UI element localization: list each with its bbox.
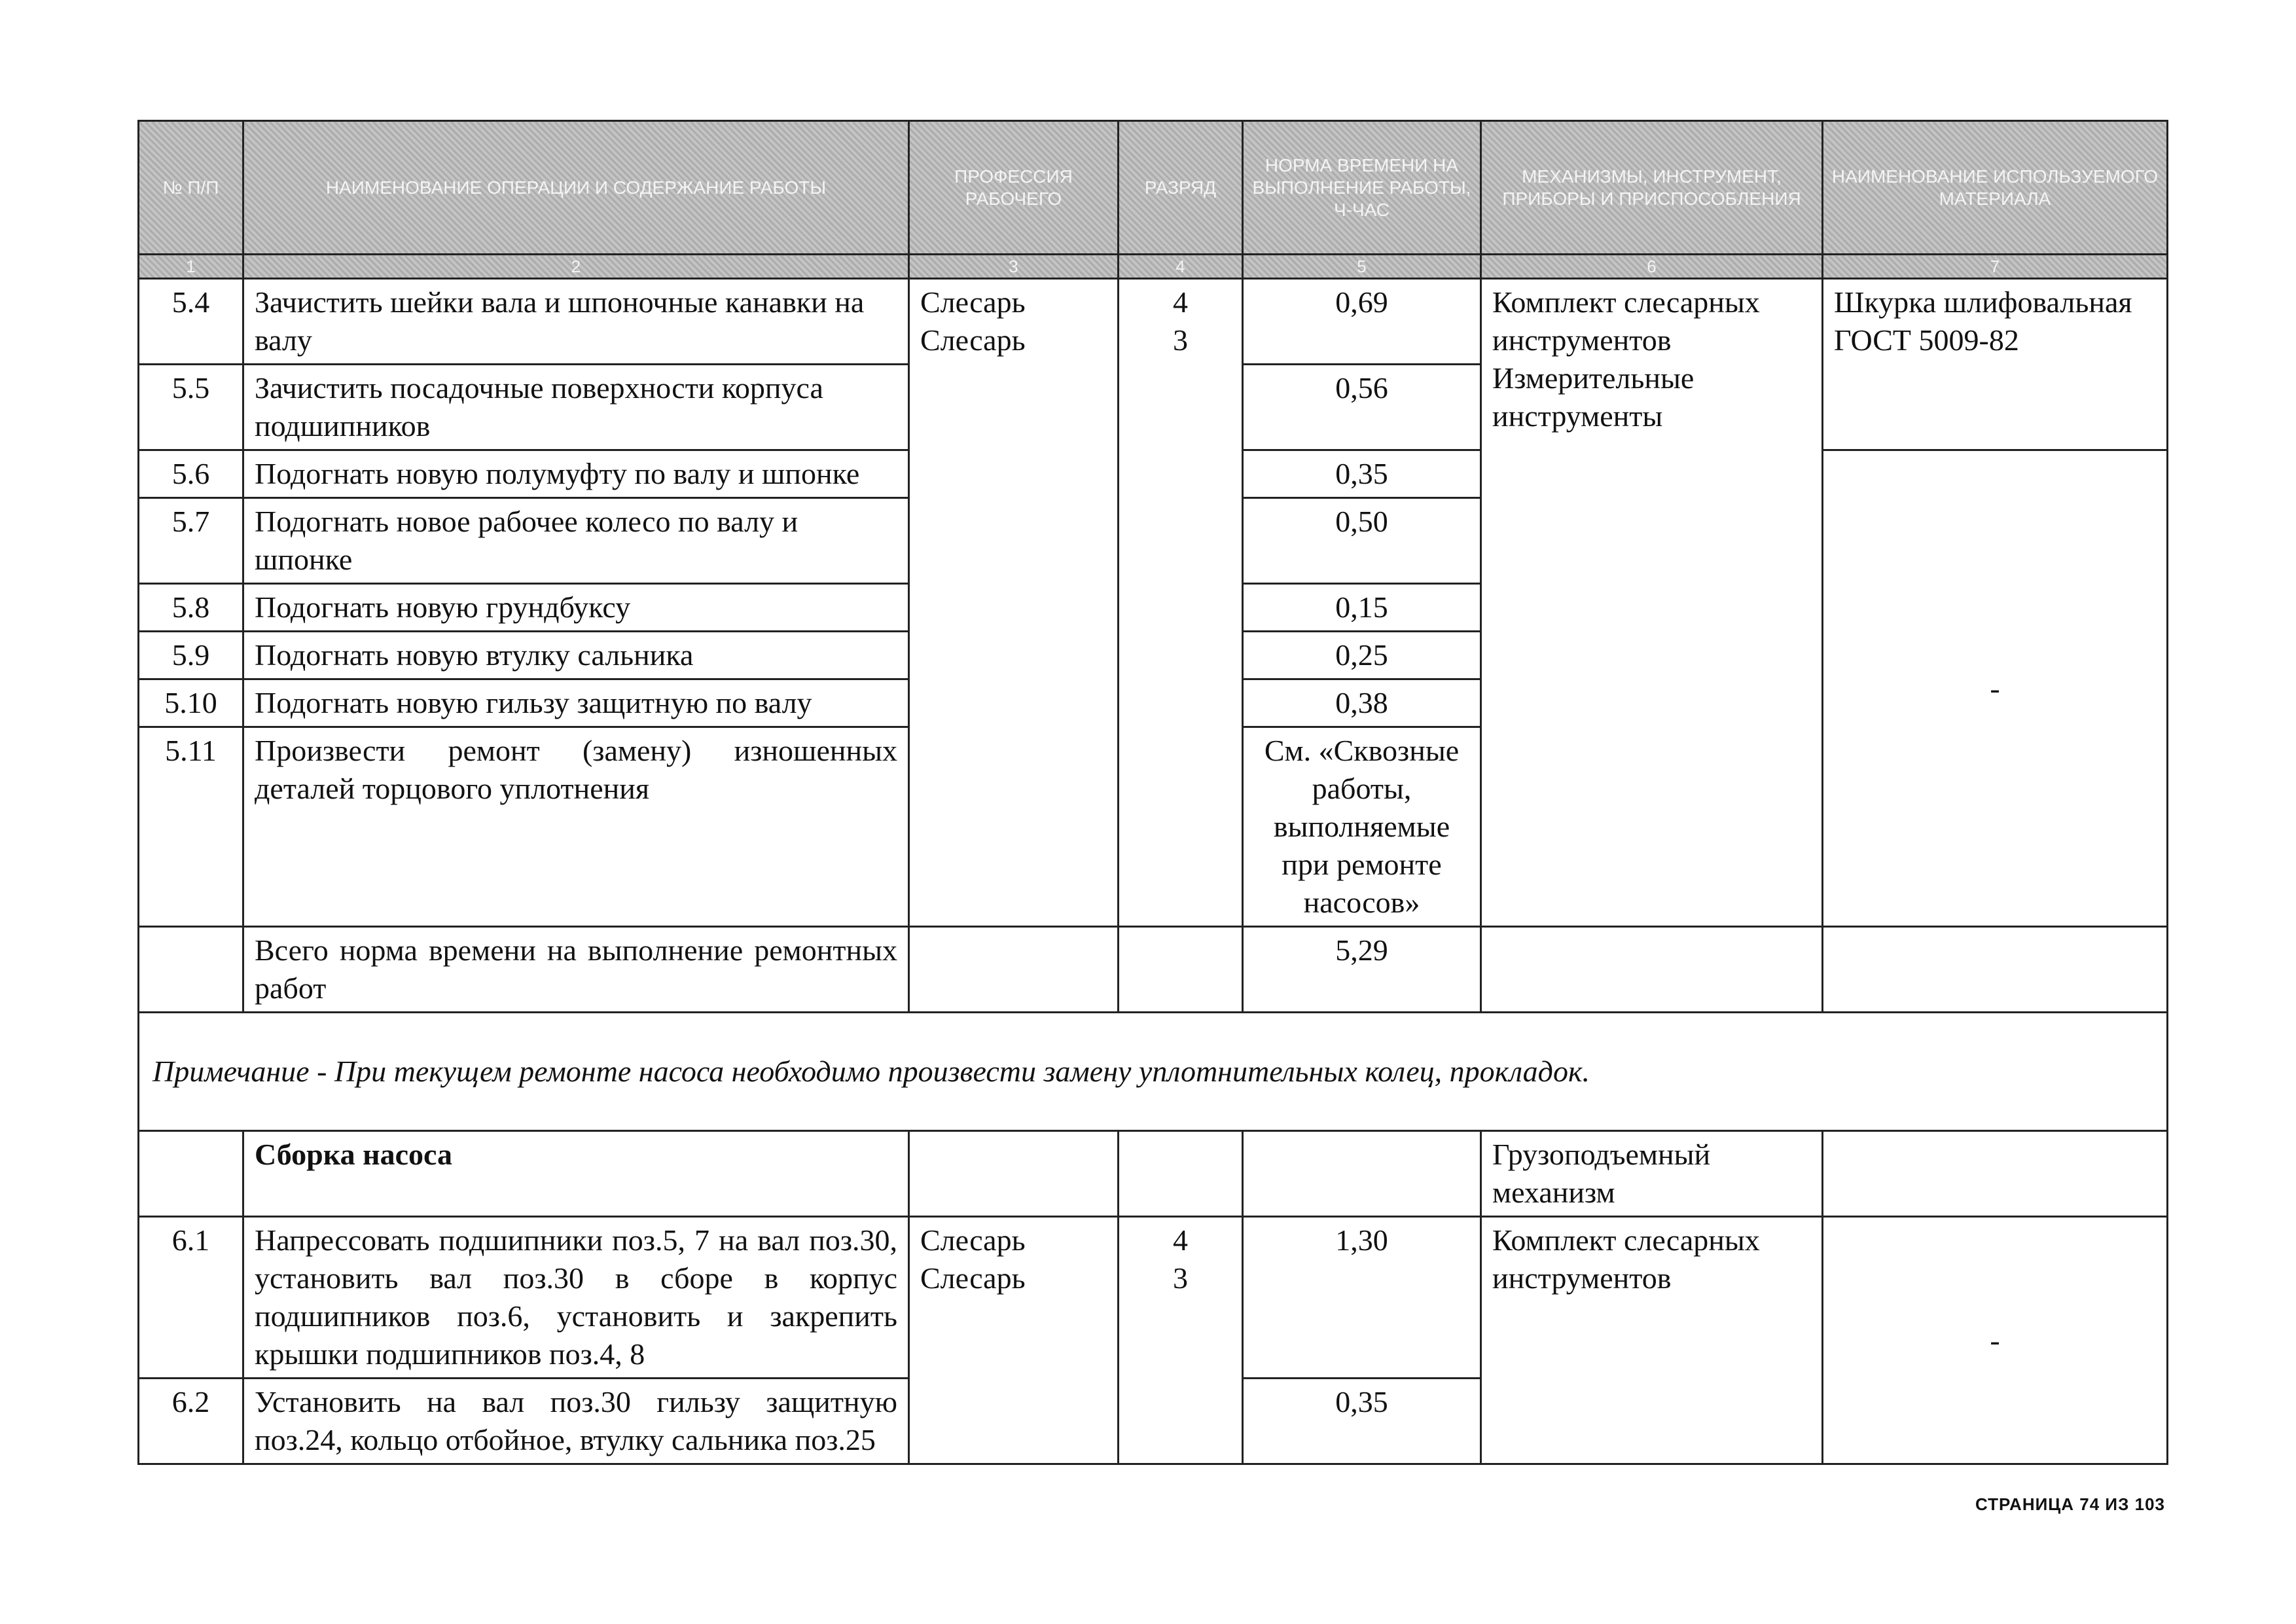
column-number: 5 xyxy=(1243,255,1481,279)
header-number: № П/П xyxy=(139,121,243,255)
empty-cell xyxy=(909,1131,1119,1217)
header-grade: РАЗРЯД xyxy=(1119,121,1243,255)
note-row xyxy=(139,1013,2168,1131)
profession-value: Слесарь xyxy=(920,1223,1026,1257)
column-number: 2 xyxy=(243,255,909,279)
column-number: 1 xyxy=(139,255,243,279)
header-operation: НАИМЕНОВАНИЕ ОПЕРАЦИИ И СОДЕРЖАНИЕ РАБОТЫ xyxy=(243,121,909,255)
row-number: 5.6 xyxy=(139,450,243,498)
empty-cell xyxy=(139,1131,243,1217)
empty-cell xyxy=(1119,927,1243,1013)
operation-text: Подогнать новое рабочее колесо по валу и шпонке xyxy=(243,498,909,584)
empty-cell xyxy=(1119,1131,1243,1217)
row-number: 5.10 xyxy=(139,679,243,727)
header-tools: МЕХАНИЗМЫ, ИНСТРУМЕНТ, ПРИБОРЫ И ПРИСПОСОБЛЕНИЯ xyxy=(1481,121,1823,255)
row-number: 6.2 xyxy=(139,1379,243,1464)
material-value: Шкурка шлифовальная ГОСТ 5009-82 xyxy=(1823,279,2168,450)
section-row xyxy=(139,1131,2168,1217)
row-number: 6.1 xyxy=(139,1217,243,1379)
table-header-row xyxy=(139,121,2168,255)
profession-cell xyxy=(909,279,1119,927)
column-number: 7 xyxy=(1823,255,2168,279)
grade-cell xyxy=(1119,279,1243,927)
operation-text: Подогнать новую полумуфту по валу и шпонке xyxy=(243,450,909,498)
grade-value: 4 xyxy=(1173,1223,1188,1257)
material-value: - xyxy=(1823,450,2168,927)
grade-value: 3 xyxy=(1173,323,1188,357)
table-row xyxy=(139,1217,2168,1379)
header-time-norm: НОРМА ВРЕМЕНИ НА ВЫПОЛНЕНИЕ РАБОТЫ, Ч-ЧАС xyxy=(1243,121,1481,255)
grade-cell xyxy=(1119,1217,1243,1464)
time-norm: 0,56 xyxy=(1243,365,1481,450)
time-norm: 0,35 xyxy=(1243,1379,1481,1464)
operation-text: Подогнать новую втулку сальника xyxy=(243,632,909,679)
operation-text: Напрессовать подшипники поз.5, 7 на вал поз.30, установить вал поз.30 в сборе в корпус подшипников поз.6, установить и закрепить крышки подшипников поз.4, 8 xyxy=(243,1217,909,1379)
empty-cell xyxy=(139,927,243,1013)
operation-text: Зачистить шейки вала и шпоночные канавки на валу xyxy=(243,279,909,365)
time-norm: 0,35 xyxy=(1243,450,1481,498)
operation-text: Подогнать новую грундбуксу xyxy=(243,584,909,632)
tools-value: Измерительные инструменты xyxy=(1492,361,1695,433)
section-title: Сборка насоса xyxy=(243,1131,909,1217)
profession-value: Слесарь xyxy=(920,323,1026,357)
page-counter: СТРАНИЦА 74 ИЗ 103 xyxy=(1975,1494,2165,1514)
header-profession: ПРОФЕССИЯ РАБОЧЕГО xyxy=(909,121,1119,255)
grade-value: 4 xyxy=(1173,285,1188,319)
time-norm: 0,25 xyxy=(1243,632,1481,679)
material-value: - xyxy=(1823,1217,2168,1464)
tools-value: Комплект слесарных инструментов xyxy=(1492,285,1760,357)
column-numbers-row xyxy=(139,255,2168,279)
row-number: 5.4 xyxy=(139,279,243,365)
empty-cell xyxy=(909,927,1119,1013)
time-norm: См. «Сквозные работы, выполняемые при ремонте насосов» xyxy=(1243,727,1481,927)
empty-cell xyxy=(1243,1131,1481,1217)
document-sheet xyxy=(137,120,2166,1465)
time-norm: 0,69 xyxy=(1243,279,1481,365)
profession-value: Слесарь xyxy=(920,1261,1026,1295)
time-norm: 0,15 xyxy=(1243,584,1481,632)
repair-operations-table xyxy=(137,120,2168,1465)
tools-cell xyxy=(1481,279,1823,927)
row-number: 5.11 xyxy=(139,727,243,927)
empty-cell xyxy=(1823,1131,2168,1217)
empty-cell xyxy=(1823,927,2168,1013)
row-number: 5.7 xyxy=(139,498,243,584)
operation-text: Установить на вал поз.30 гильзу защитную поз.24, кольцо отбойное, втулку сальника поз.25 xyxy=(243,1379,909,1464)
total-label: Всего норма времени на выполнение ремонтных работ xyxy=(243,927,909,1013)
column-number: 3 xyxy=(909,255,1119,279)
time-norm: 1,30 xyxy=(1243,1217,1481,1379)
total-norm: 5,29 xyxy=(1243,927,1481,1013)
column-number: 4 xyxy=(1119,255,1243,279)
note-text: Примечание - При текущем ремонте насоса необходимо произвести замену уплотнительных колец, прокладок. xyxy=(139,1013,2168,1131)
row-number: 5.5 xyxy=(139,365,243,450)
time-norm: 0,38 xyxy=(1243,679,1481,727)
table-row xyxy=(139,279,2168,365)
tools-value: Грузоподъемный механизм xyxy=(1481,1131,1823,1217)
operation-text: Подогнать новую гильзу защитную по валу xyxy=(243,679,909,727)
time-norm: 0,50 xyxy=(1243,498,1481,584)
operation-text: Произвести ремонт (замену) изношенных деталей торцового уплотнения xyxy=(243,727,909,927)
grade-value: 3 xyxy=(1173,1261,1188,1295)
profession-cell xyxy=(909,1217,1119,1464)
header-material: НАИМЕНОВАНИЕ ИСПОЛЬЗУЕМОГО МАТЕРИАЛА xyxy=(1823,121,2168,255)
empty-cell xyxy=(1481,927,1823,1013)
row-number: 5.8 xyxy=(139,584,243,632)
total-row xyxy=(139,927,2168,1013)
column-number: 6 xyxy=(1481,255,1823,279)
tools-value: Комплект слесарных инструментов xyxy=(1481,1217,1823,1464)
profession-value: Слесарь xyxy=(920,285,1026,319)
operation-text: Зачистить посадочные поверхности корпуса подшипников xyxy=(243,365,909,450)
row-number: 5.9 xyxy=(139,632,243,679)
